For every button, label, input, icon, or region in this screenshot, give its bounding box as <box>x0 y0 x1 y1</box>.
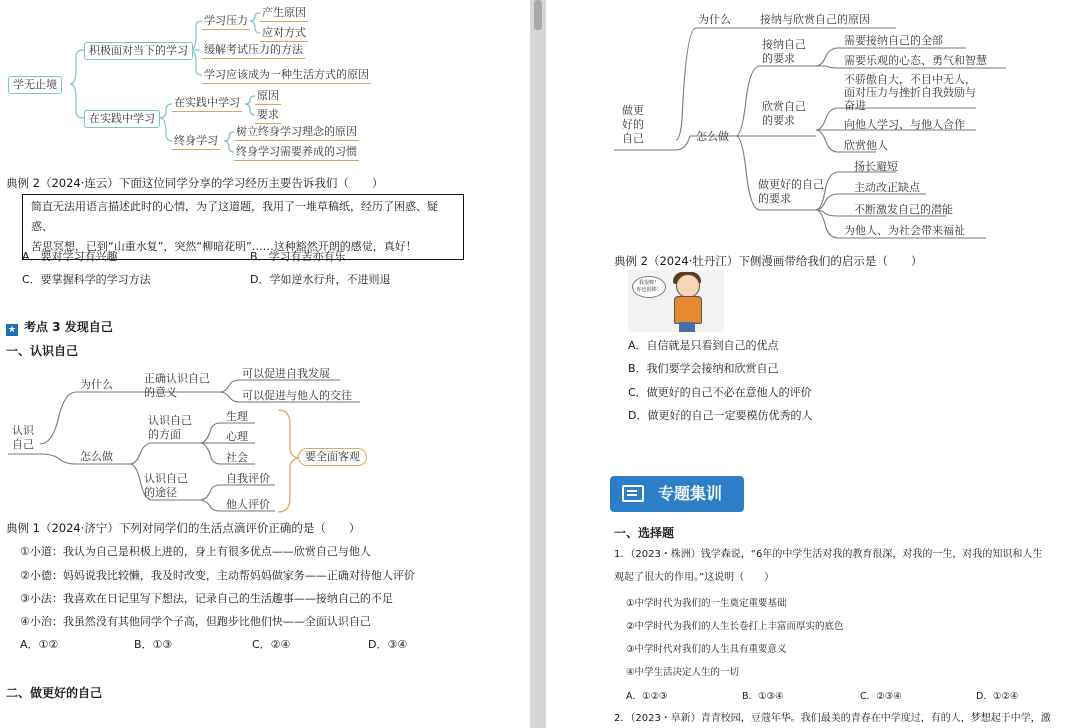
option-a: A．①② <box>20 638 59 651</box>
cartoon-body <box>674 296 702 324</box>
option-b: B．我们要学会接纳和欣赏自己 <box>628 362 779 375</box>
example-1-item: ①小道：我认为自己是积极上进的，身上有很多优点——欣赏自己与他人 <box>20 545 371 558</box>
quote-line-2: 苦思冥想，已到“山重水复”，突然“柳暗花明”……这种豁然开朗的感觉，真好！ <box>31 240 417 253</box>
mindmap2-leaf: 自我评价 <box>226 472 270 485</box>
option-d: D．学如逆水行舟，不进则退 <box>250 273 391 286</box>
example-1-item: ②小德：妈妈说我比较懒，我及时改变，主动帮妈妈做家务——正确对待他人评价 <box>20 569 415 582</box>
option-d: D．做更好的自己一定要模仿优秀的人 <box>628 409 813 422</box>
question-1-line-2: 观起了很大的作用。”这说明（ ） <box>614 572 775 583</box>
option-c: C．做更好的自己不必在意他人的评价 <box>628 386 812 399</box>
mindmap3-appreciate: 欣赏自己 的要求 <box>762 100 806 127</box>
section-3-title-text: 考点 3 发现自己 <box>24 320 113 334</box>
mindmap1-node: 缓解考试压力的方法 <box>202 43 305 59</box>
mindmap3-leaf: 扬长避短 <box>854 160 898 173</box>
mindmap2-aspect: 认识自己 的方面 <box>148 414 192 441</box>
mindmap3-leaf: 需要接纳自己的全部 <box>844 34 943 47</box>
question-2-line-1: 2．（2023・阜新）青青校园，豆蔻年华。我们最美的青春在中学度过，有的人，梦想起于中学，激 <box>614 713 1051 724</box>
mindmap2-leaf: 可以促进自我发展 <box>242 367 330 380</box>
mindmap2-lines <box>0 0 530 520</box>
mindmap1-leaf: 原因 <box>255 89 281 105</box>
mindmap1-node: 学习应该成为一种生活方式的原因 <box>202 68 371 84</box>
option-d: D．③④ <box>368 638 408 651</box>
mindmap3-leaf: 主动改正缺点 <box>854 181 920 194</box>
mindmap2-how: 怎么做 <box>80 450 113 463</box>
mindmap1-leaf: 树立终身学习理念的原因 <box>234 125 359 141</box>
mindmap3-leaf: 不断激发自己的潜能 <box>854 203 953 216</box>
mindmap1-root: 学无止境 <box>8 76 62 94</box>
mindmap1-node: 在实践中学习 <box>172 96 242 112</box>
mindmap1-node: 终身学习 <box>172 134 220 150</box>
choice-section-title: 一、选择题 <box>614 526 675 540</box>
mindmap1-leaf: 产生原因 <box>260 6 308 22</box>
mindmap3-how: 怎么做 <box>696 130 729 143</box>
speech-bubble <box>632 276 666 298</box>
mindmap3-leaf: 需要乐观的心态、勇气和智慧 <box>844 54 987 67</box>
mindmap2-leaf: 生理 <box>226 410 248 423</box>
example-2-label: 典例 2（2024·牡丹江）下侧漫画带给我们的启示是（ ） <box>614 254 923 268</box>
option-c: C．②③④ <box>860 691 902 702</box>
cartoon-head <box>676 274 700 298</box>
left-page <box>0 0 530 728</box>
option-c: C．②④ <box>252 638 291 651</box>
banner-title: 专题集训 <box>658 484 723 503</box>
mindmap2-why-node: 正确认识自己 的意义 <box>144 372 210 399</box>
mindmap2-why: 为什么 <box>80 378 113 391</box>
subsection-1-title: 一、认识自己 <box>6 344 79 358</box>
page-gutter <box>530 0 546 728</box>
monitor-icon <box>622 485 644 502</box>
quote-line-1: 简直无法用语言描述此时的心情，为了这道题，我用了一堆草稿纸，经历了困惑、疑惑、 <box>31 200 438 233</box>
mindmap1-leaf: 应对方式 <box>260 26 308 42</box>
example-1-item: ③小法：我喜欢在日记里写下想法，记录自己的生活趣事——接纳自己的不足 <box>20 592 393 605</box>
speech-bubble-text: 我很棒！ 你也很棒！ <box>636 280 662 293</box>
example-1-item: ④小治：我虽然没有其他同学个子高，但跑步比他们快——全面认识自己 <box>20 615 371 628</box>
option-b: B．①③④ <box>742 691 784 702</box>
mindmap1-branch-1: 积极面对当下的学习 <box>84 42 193 60</box>
mindmap3-root: 做更 好的 自己 <box>622 104 644 145</box>
topic-training-banner <box>610 476 744 512</box>
mindmap3-leaf: 向他人学习、与他人合作 <box>844 118 965 131</box>
option-d: D．①②④ <box>976 691 1019 702</box>
question-1-item: ②中学时代为我们的人生长卷打上丰富而厚实的底色 <box>626 621 844 632</box>
question-1-item: ③中学时代对我们的人生具有重要意义 <box>626 644 787 655</box>
mindmap2-path: 认识自己 的途径 <box>144 472 188 499</box>
option-a: A．①②③ <box>626 691 668 702</box>
option-a: A．要对学习有兴趣 <box>22 250 118 263</box>
question-1-item: ①中学时代为我们的一生奠定重要基础 <box>626 598 787 609</box>
mindmap3-leaf: 不骄傲自大，不目中无人， 面对压力与挫折自我鼓励与 奋进 <box>844 73 976 112</box>
question-1-line-1: 1．（2023・株洲）钱学森说，“6年的中学生活对我的教育很深，对我的一生，对我的知识和人生 <box>614 549 1043 560</box>
mindmap1-leaf: 要求 <box>255 108 281 124</box>
subsection-2-title: 二、做更好的自己 <box>6 686 103 700</box>
mindmap3-accept: 接纳自己 的要求 <box>762 38 806 65</box>
mindmap2-leaf: 社会 <box>226 451 248 464</box>
mindmap2-brace-note: 要全面客观 <box>298 448 367 466</box>
mindmap3-leaf: 为他人、为社会带来福祉 <box>844 224 965 237</box>
mindmap2-leaf: 可以促进与他人的交往 <box>242 389 352 402</box>
example-2-label: 典例 2（2024·连云）下面这位同学分享的学习经历主要告诉我们（ ） <box>6 176 384 190</box>
option-b: B．①③ <box>134 638 173 651</box>
mindmap1-node: 学习压力 <box>202 14 250 30</box>
mindmap3-leaf: 接纳与欣赏自己的原因 <box>760 13 870 26</box>
mindmap2-leaf: 他人评价 <box>226 498 270 511</box>
mindmap1-branch-2: 在实践中学习 <box>84 110 160 128</box>
option-c: C．要掌握科学的学习方法 <box>22 273 151 286</box>
right-page <box>546 0 1080 728</box>
question-1-item: ④中学生活决定人生的一切 <box>626 667 740 678</box>
mindmap3-leaf: 欣赏他人 <box>844 139 888 152</box>
cartoon-legs <box>679 322 695 332</box>
scrollbar-thumb[interactable] <box>534 0 542 30</box>
mindmap2-root: 认识 自己 <box>12 424 34 451</box>
mindmap3-better: 做更好的自己 的要求 <box>758 178 824 205</box>
star-icon: ★ <box>7 325 17 335</box>
option-a: A．自信就是只看到自己的优点 <box>628 339 779 352</box>
mindmap2-leaf: 心理 <box>226 430 248 443</box>
option-b: B．学习有苦亦有乐 <box>250 250 346 263</box>
example-1-label: 典例 1（2024·济宁）下列对同学们的生活点滴评价正确的是（ ） <box>6 521 361 535</box>
cartoon-image <box>628 270 724 332</box>
mindmap1-leaf: 终身学习需要养成的习惯 <box>234 145 359 161</box>
mindmap3-why: 为什么 <box>698 13 731 26</box>
